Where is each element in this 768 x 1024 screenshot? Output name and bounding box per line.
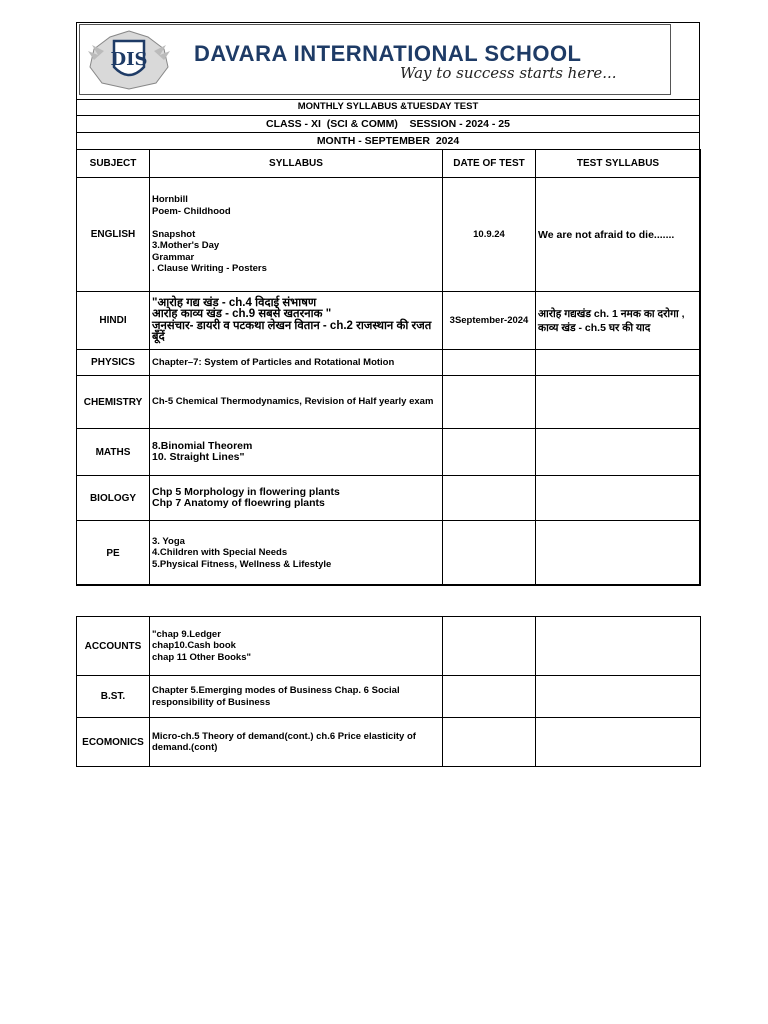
date-cell bbox=[443, 676, 536, 718]
subject-cell: ECOMONICS bbox=[77, 718, 150, 767]
date-cell: 3September-2024 bbox=[443, 292, 536, 350]
subject-cell: PHYSICS bbox=[77, 350, 150, 376]
table-row bbox=[77, 476, 701, 521]
test-syllabus-cell bbox=[536, 718, 701, 767]
table-row bbox=[77, 292, 701, 350]
syllabus-cell: 3. Yoga 4.Children with Special Needs 5.Physical Fitness, Wellness & Lifestyle bbox=[150, 521, 443, 586]
table-row bbox=[77, 718, 701, 767]
syllabus-cell: 8.Binomial Theorem 10. Straight Lines" bbox=[150, 429, 443, 476]
subject-cell: PE bbox=[77, 521, 150, 586]
table-row bbox=[77, 429, 701, 476]
syllabus-cell: Chapter 5.Emerging modes of Business Chap. 6 Social responsibility of Business bbox=[150, 676, 443, 718]
header-test-syllabus: TEST SYLLABUS bbox=[536, 150, 701, 178]
test-syllabus-cell: We are not afraid to die....... bbox=[536, 178, 701, 292]
school-header bbox=[79, 24, 671, 95]
school-logo bbox=[86, 29, 172, 91]
banner-month: MONTH - SEPTEMBER 2024 bbox=[316, 135, 460, 147]
subject-cell: BIOLOGY bbox=[77, 476, 150, 521]
table-row bbox=[77, 178, 701, 292]
syllabus-cell: Chp 5 Morphology in flowering plants Chp 7 Anatomy of floewring plants bbox=[150, 476, 443, 521]
subject-cell: MATHS bbox=[77, 429, 150, 476]
header-syllabus: SYLLABUS bbox=[150, 150, 443, 178]
school-tagline: Way to success starts here... bbox=[400, 64, 617, 82]
test-syllabus-cell bbox=[536, 676, 701, 718]
test-syllabus-cell bbox=[536, 429, 701, 476]
header-subject: SUBJECT bbox=[77, 150, 150, 178]
syllabus-cell: "chap 9.Ledger chap10.Cash book chap 11 Other Books" bbox=[150, 617, 443, 676]
date-cell bbox=[443, 521, 536, 586]
syllabus-cell: Micro-ch.5 Theory of demand(cont.) ch.6 Price elasticity of demand.(cont) bbox=[150, 718, 443, 767]
table-header-row bbox=[77, 150, 701, 178]
syllabus-table bbox=[76, 149, 701, 586]
test-syllabus-cell bbox=[536, 521, 701, 586]
syllabus-cell: "आरोह गद्य खंड - ch.4 विदाई संभाषण आरोह काव्य खंड - ch.9 सबसे खतरनाक " जनसंचार- डायरी व पटकथा लेखन वितान - ch.2 राजस्थान की रजत बूँदें bbox=[150, 292, 443, 350]
test-syllabus-cell bbox=[536, 376, 701, 429]
date-cell bbox=[443, 718, 536, 767]
subject-cell: B.ST. bbox=[77, 676, 150, 718]
test-syllabus-cell bbox=[536, 617, 701, 676]
table-row bbox=[77, 376, 701, 429]
date-cell bbox=[443, 376, 536, 429]
banner-class-session: CLASS - XI (SCI & COMM) SESSION - 2024 - 25 bbox=[266, 118, 510, 130]
date-cell bbox=[443, 429, 536, 476]
header-date: DATE OF TEST bbox=[443, 150, 536, 178]
subject-cell: ACCOUNTS bbox=[77, 617, 150, 676]
table-row bbox=[77, 617, 701, 676]
subject-cell: ENGLISH bbox=[77, 178, 150, 292]
syllabus-cell: Hornbill Poem- Childhood Snapshot 3.Mother's Day Grammar . Clause Writing - Posters bbox=[150, 178, 443, 292]
table-row bbox=[77, 521, 701, 586]
date-cell bbox=[443, 350, 536, 376]
divider bbox=[76, 132, 700, 133]
divider bbox=[76, 115, 700, 116]
test-syllabus-cell bbox=[536, 476, 701, 521]
svg-text:DIS: DIS bbox=[110, 49, 148, 70]
commerce-table bbox=[76, 616, 701, 767]
test-syllabus-cell bbox=[536, 350, 701, 376]
date-cell bbox=[443, 476, 536, 521]
school-name: DAVARA INTERNATIONAL SCHOOL bbox=[194, 41, 582, 66]
divider bbox=[76, 99, 700, 100]
subject-cell: HINDI bbox=[77, 292, 150, 350]
syllabus-cell: Ch-5 Chemical Thermodynamics, Revision of Half yearly exam bbox=[150, 376, 443, 429]
subject-cell: CHEMISTRY bbox=[77, 376, 150, 429]
test-syllabus-cell: आरोह गद्यखंड ch. 1 नमक का दरोगा , काव्य खंड - ch.5 घर की याद bbox=[536, 292, 701, 350]
syllabus-cell: Chapter–7: System of Particles and Rotational Motion bbox=[150, 350, 443, 376]
date-cell: 10.9.24 bbox=[443, 178, 536, 292]
table-row bbox=[77, 350, 701, 376]
banner-title: MONTHLY SYLLABUS &TUESDAY TEST bbox=[297, 101, 479, 112]
table-row bbox=[77, 676, 701, 718]
date-cell bbox=[443, 617, 536, 676]
